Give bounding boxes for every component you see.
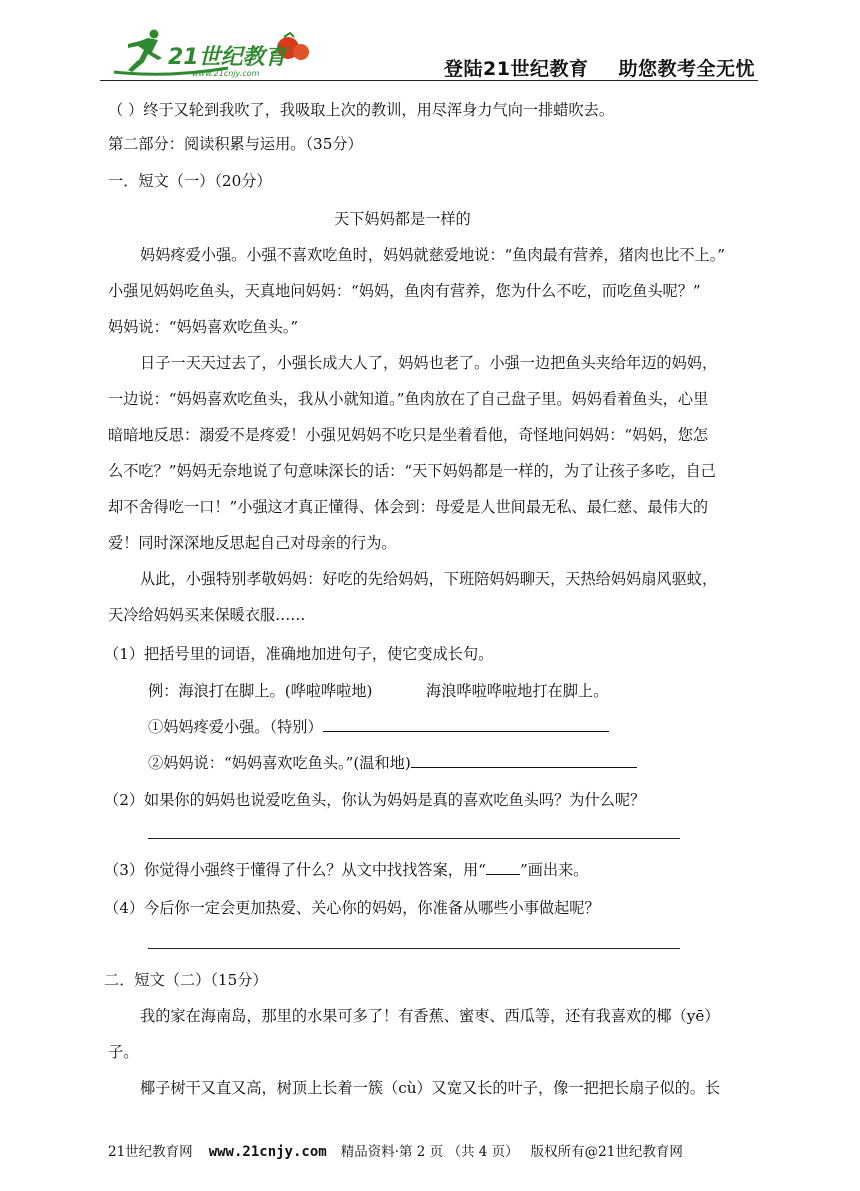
slogan-left: 登陆21世纪教育: [444, 58, 589, 80]
answer-blank-1b[interactable]: [411, 753, 637, 768]
question-3: [104, 860, 588, 880]
paragraph-line: 我的家在海南岛，那里的水果可多了！有香蕉、蜜枣、西瓜等，还有我喜欢的椰（yē）: [140, 1007, 720, 1025]
question-1a-text: ①妈妈疼爱小强。（特别）: [148, 718, 323, 736]
paragraph-line: 小强见妈妈吃鱼头，天真地问妈妈：“妈妈，鱼肉有营养，您为什么不吃，而吃鱼头呢？”: [108, 282, 701, 300]
section-heading-passage-one: 一．短文（一）（20分）: [108, 172, 272, 190]
header-slogan: [444, 54, 755, 81]
question-3-text-a: （3）你觉得小强终于懂得了什么？从文中找找答案，用“: [104, 861, 486, 879]
example-answer: 海浪哗啦哗啦地打在脚上。: [426, 682, 609, 700]
logo-text: 21世纪教育: [168, 45, 287, 70]
logo-graphic: [108, 28, 318, 80]
footer-site-name: 21世纪教育网: [108, 1144, 193, 1160]
logo-21cnjy: [108, 28, 318, 80]
example-sentence: 例：海浪打在脚上。(哗啦哗啦地): [148, 682, 373, 700]
answer-line-4[interactable]: [148, 948, 680, 949]
page-footer: [108, 1140, 683, 1160]
paragraph-line: 一边说：“妈妈喜欢吃鱼头，我从小就知道。”鱼肉放在了自己盘子里。妈妈看着鱼头，心里: [108, 390, 709, 408]
paragraph-line: 椰子树干又直又高，树顶上长着一簇（cù）又宽又长的叶子，像一把把长扇子似的。长: [140, 1079, 721, 1097]
footer-url: www.21cnjy.com: [208, 1144, 327, 1160]
paragraph-line: 日子一天天过去了，小强长成大人了，妈妈也老了。小强一边把鱼头夹给年迈的妈妈，: [140, 354, 718, 372]
question-1a: [148, 717, 609, 737]
paragraph-line: 妈妈疼爱小强。小强不喜欢吃鱼时，妈妈就慈爱地说：“鱼肉最有营养，猪肉也比不上。”: [140, 246, 726, 264]
paragraph-line: 却不舍得吃一口！”小强这才真正懂得、体会到：母爱是人世间最无私、最仁慈、最伟大的: [108, 498, 709, 516]
footer-copyright: 版权所有@21世纪教育网: [530, 1144, 683, 1160]
paragraph-line: 子。: [108, 1043, 139, 1061]
underline-sample: [486, 860, 520, 875]
question-1b: [148, 753, 637, 773]
question-2: （2）如果你的妈妈也说爱吃鱼头，你认为妈妈是真的喜欢吃鱼头吗？为什么呢？: [104, 791, 646, 809]
question-3-text-b: ”画出来。: [519, 861, 589, 879]
slogan-right: 助您教考全无忧: [618, 58, 755, 80]
section-heading-passage-two: 二．短文（二）（15分）: [104, 971, 268, 989]
paragraph-line: 天冷给妈妈买来保暖衣服……: [108, 606, 306, 624]
question-4: （4）今后你一定会更加热爱、关心你的妈妈，你准备从哪些小事做起呢？: [104, 899, 600, 917]
paragraph-line: 暗暗地反思：溺爱不是疼爱！小强见妈妈不吃只是坐着看他，奇怪地问妈妈：“妈妈，您怎: [108, 426, 709, 444]
footer-page-number: 精品资料·第 2 页 （共 4 页）: [340, 1144, 519, 1160]
paragraph-line: 妈妈说：“妈妈喜欢吃鱼头。”: [108, 318, 299, 336]
paragraph-line: 爱！同时深深地反思起自己对母亲的行为。: [108, 534, 397, 552]
header-rule: [100, 80, 758, 81]
answer-blank-1a[interactable]: [323, 717, 609, 732]
answer-line-2[interactable]: [148, 838, 680, 839]
question-1: （1）把括号里的词语，准确地加进句子，使它变成长句。: [104, 645, 494, 663]
logo-url: www.21cnjy.com: [192, 69, 260, 78]
question-1b-text: ②妈妈说：“妈妈喜欢吃鱼头。”(温和地): [148, 754, 411, 772]
paragraph-line: 么不吃？”妈妈无奈地说了句意味深长的话：“天下妈妈都是一样的，为了让孩子多吃，自己: [108, 462, 716, 480]
text-line: （ ）终于又轮到我吹了，我吸取上次的教训，用尽浑身力气向一排蜡吹去。: [108, 101, 615, 119]
paragraph-line: 从此，小强特别孝敬妈妈：好吃的先给妈妈，下班陪妈妈聊天，天热给妈妈扇风驱蚊，: [140, 570, 718, 588]
section-heading-part-two: 第二部分：阅读积累与运用。（35分）: [108, 135, 363, 153]
page-header: [100, 0, 755, 84]
passage-title: 天下妈妈都是一样的: [334, 210, 471, 228]
